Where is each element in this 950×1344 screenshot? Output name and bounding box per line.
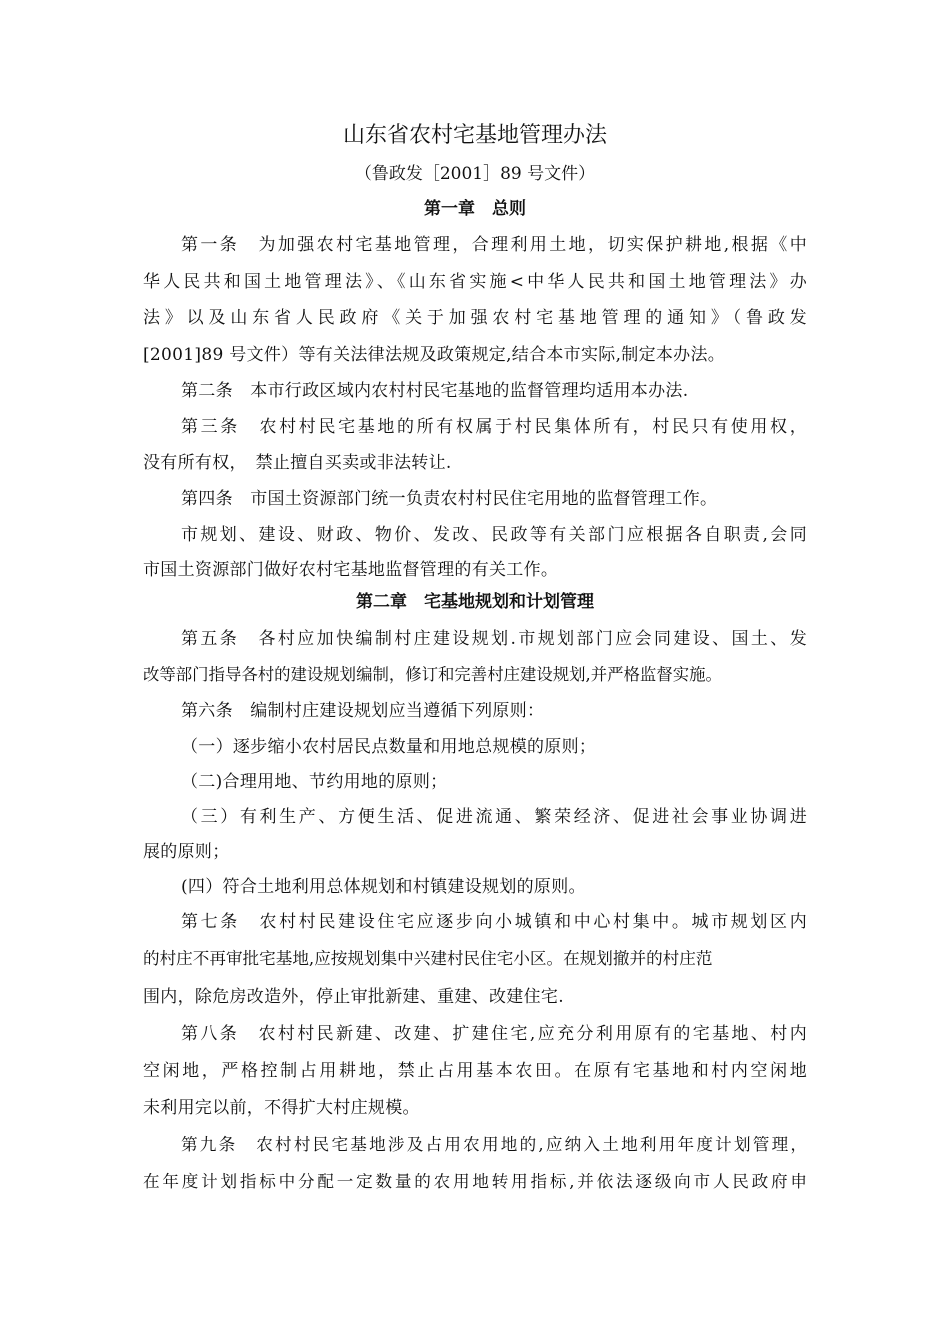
text-line: 第七条 农村村民建设住宅应逐步向小城镇和中心村集中。城市规划区内: [181, 912, 807, 932]
text-line: 第三条 农村村民宅基地的所有权属于村民集体所有，村民只有使用权，: [181, 417, 807, 437]
text-line: 第九条 农村村民宅基地涉及占用农用地的,应纳入土地利用年度计划管理，: [181, 1135, 807, 1154]
text-line: 没有所有权， 禁止擅自买卖或非法转让.: [143, 453, 452, 473]
chapter-heading-1: 第一章 总则: [424, 199, 526, 219]
document-subtitle: （鲁政发［2001］89 号文件）: [354, 164, 596, 184]
text-line: 第一条 为加强农村宅基地管理，合理利用土地，切实保护耕地,根据《中: [181, 235, 807, 255]
text-line: 第四条 市国土资源部门统一负责农村村民住宅用地的监督管理工作。: [181, 489, 718, 509]
text-line: 第五条 各村应加快编制村庄建设规划.市规划部门应会同建设、国土、发: [181, 629, 807, 649]
chapter-heading-2: 第二章 宅基地规划和计划管理: [356, 592, 594, 612]
document-title: 山东省农村宅基地管理办法: [342, 123, 607, 148]
text-line: 空闲地，严格控制占用耕地，禁止占用基本农田。在原有宅基地和村内空闲地: [143, 1061, 807, 1081]
text-line: （二)合理用地、节约用地的原则；: [181, 772, 448, 792]
text-line: 第二条 本市行政区域内农村村民宅基地的监督管理均适用本办法.: [181, 381, 689, 401]
text-line: (四）符合土地利用总体规划和村镇建设规划的原则。: [181, 877, 586, 897]
text-line: 华人民共和国土地管理法》、《山东省实施<中华人民共和国土地管理法》办: [143, 272, 807, 292]
text-line: 第八条 农村村民新建、改建、扩建住宅,应充分利用原有的宅基地、村内: [181, 1024, 807, 1044]
text-line: 市国土资源部门做好农村宅基地监督管理的有关工作。: [143, 560, 559, 580]
text-line: 法》以及山东省人民政府《关于加强农村宅基地管理的通知》（鲁政发: [143, 308, 807, 328]
text-line: 改等部门指导各村的建设规划编制，修订和完善村庄建设规划,并严格监督实施。: [143, 665, 722, 684]
text-line: （三）有利生产、方便生活、促进流通、繁荣经济、促进社会事业协调进: [181, 807, 807, 827]
text-line: [2001]89 号文件）等有关法律法规及政策规定,结合本市实际,制定本办法。: [143, 345, 726, 365]
text-line: 的村庄不再审批宅基地,应按规划集中兴建村民住宅小区。在规划撤并的村庄范: [143, 949, 713, 968]
text-line: 围内，除危房改造外，停止审批新建、重建、改建住宅.: [143, 987, 564, 1007]
text-line: 第六条 编制村庄建设规划应当遵循下列原则：: [181, 701, 545, 721]
text-line: （一）逐步缩小农村居民点数量和用地总规模的原则；: [181, 737, 597, 757]
text-line: 市规划、建设、财政、物价、发改、民政等有关部门应根据各自职责,会同: [181, 525, 807, 545]
text-line: 展的原则；: [143, 842, 230, 862]
text-line: 在年度计划指标中分配一定数量的农用地转用指标,并依法逐级向市人民政府申: [143, 1172, 807, 1191]
text-line: 未利用完以前，不得扩大村庄规模。: [143, 1098, 420, 1118]
